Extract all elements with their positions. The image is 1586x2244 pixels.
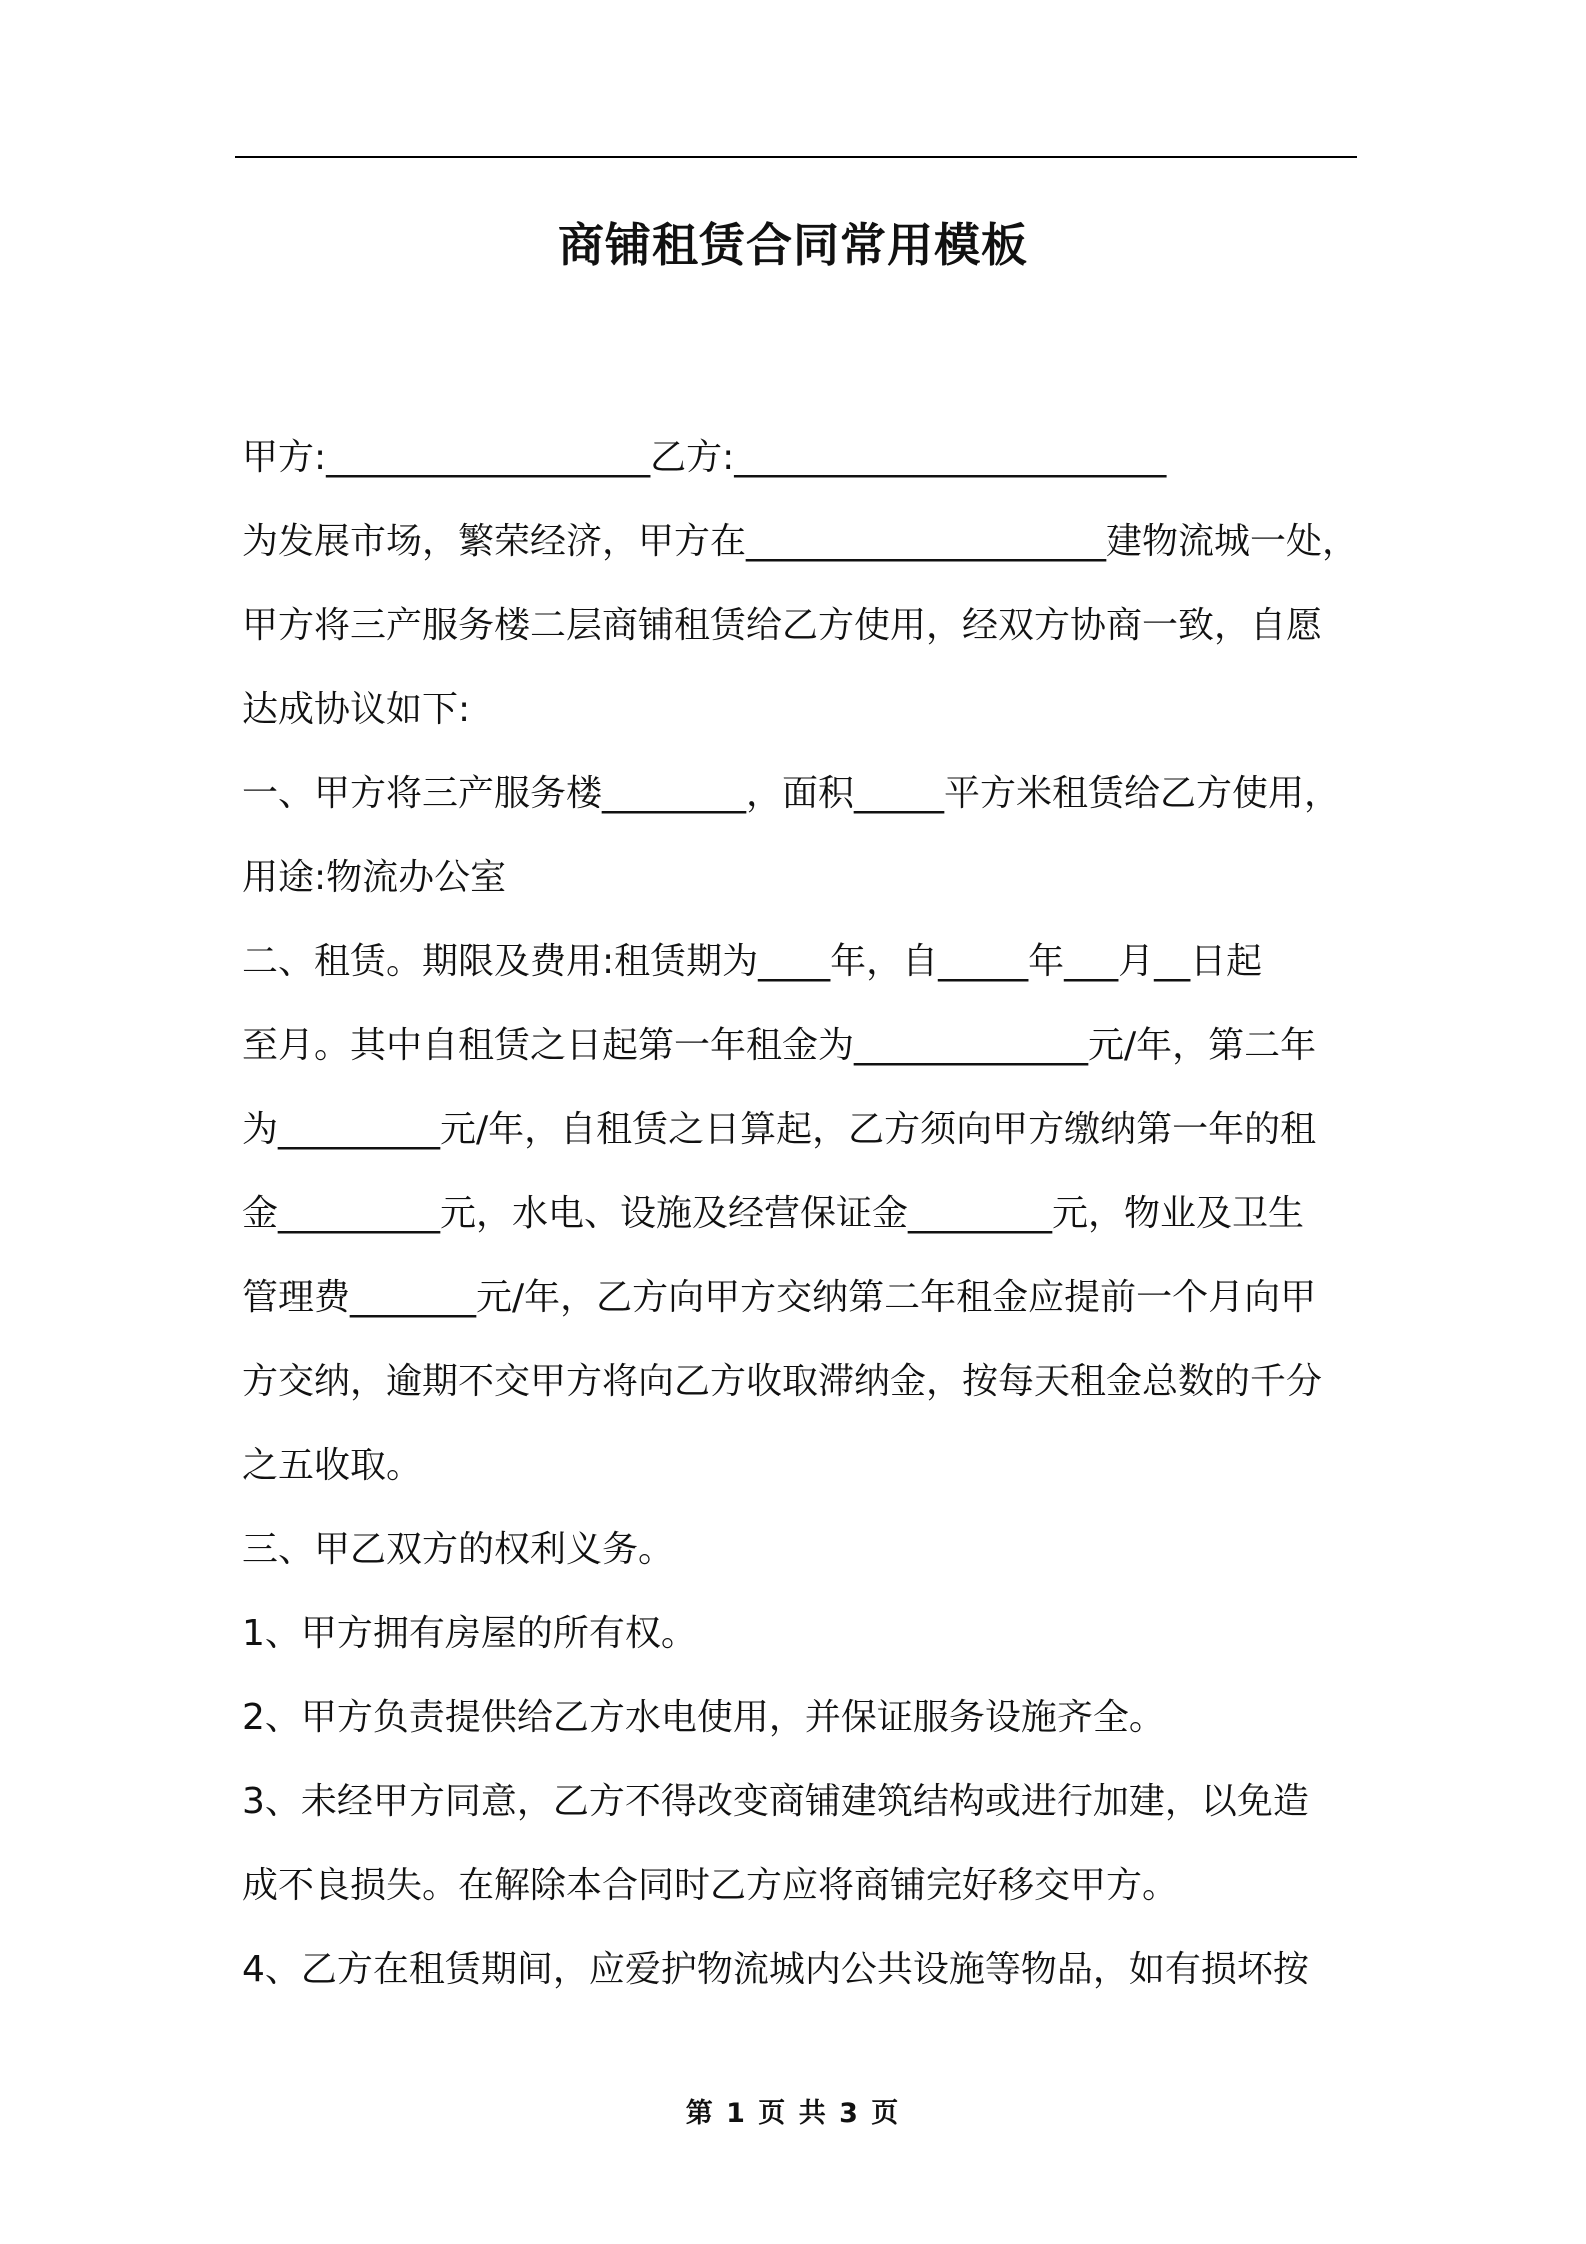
body-line: 至月。其中自租赁之日起第一年租金为_____________元/年，第二年 <box>242 1025 1317 1066</box>
document-title: 商铺租赁合同常用模板 <box>558 218 1028 272</box>
body-line: 3、未经甲方同意，乙方不得改变商铺建筑结构或进行加建，以免造 <box>242 1781 1309 1822</box>
body-line: 成不良损失。在解除本合同时乙方应将商铺完好移交甲方。 <box>242 1865 1179 1906</box>
body-line-parties: 甲方:__________________乙方:________________________ <box>242 437 1167 478</box>
body-line: 之五收取。 <box>242 1445 423 1486</box>
body-line: 方交纳，逾期不交甲方将向乙方收取滞纳金，按每天租金总数的千分 <box>242 1361 1323 1402</box>
page-number-footer: 第 1 页 共 3 页 <box>685 2098 901 2129</box>
body-line: 一、甲方将三产服务楼________，面积_____平方米租赁给乙方使用， <box>242 773 1341 814</box>
body-line: 2、甲方负责提供给乙方水电使用，并保证服务设施齐全。 <box>242 1697 1165 1738</box>
body-line: 用途:物流办公室 <box>242 857 507 898</box>
body-line: 管理费_______元/年，乙方向甲方交纳第二年租金应提前一个月向甲 <box>242 1277 1317 1318</box>
document-body <box>242 416 1362 2012</box>
body-line: 金_________元，水电、设施及经营保证金________元，物业及卫生 <box>242 1193 1305 1234</box>
header-divider <box>235 156 1357 158</box>
body-line: 达成协议如下: <box>242 689 471 730</box>
body-line: 二、租赁。期限及费用:租赁期为____年，自_____年___月__日起 <box>242 941 1263 982</box>
body-line: 为发展市场，繁荣经济，甲方在____________________建物流城一处， <box>242 521 1359 562</box>
body-line: 4、乙方在租赁期间，应爱护物流城内公共设施等物品，如有损坏按 <box>242 1949 1309 1990</box>
body-line: 1、甲方拥有房屋的所有权。 <box>242 1613 697 1654</box>
body-line: 三、甲乙双方的权利义务。 <box>242 1529 675 1570</box>
body-line: 为_________元/年，自租赁之日算起，乙方须向甲方缴纳第一年的租 <box>242 1109 1317 1150</box>
body-line: 甲方将三产服务楼二层商铺租赁给乙方使用，经双方协商一致，自愿 <box>242 605 1323 646</box>
